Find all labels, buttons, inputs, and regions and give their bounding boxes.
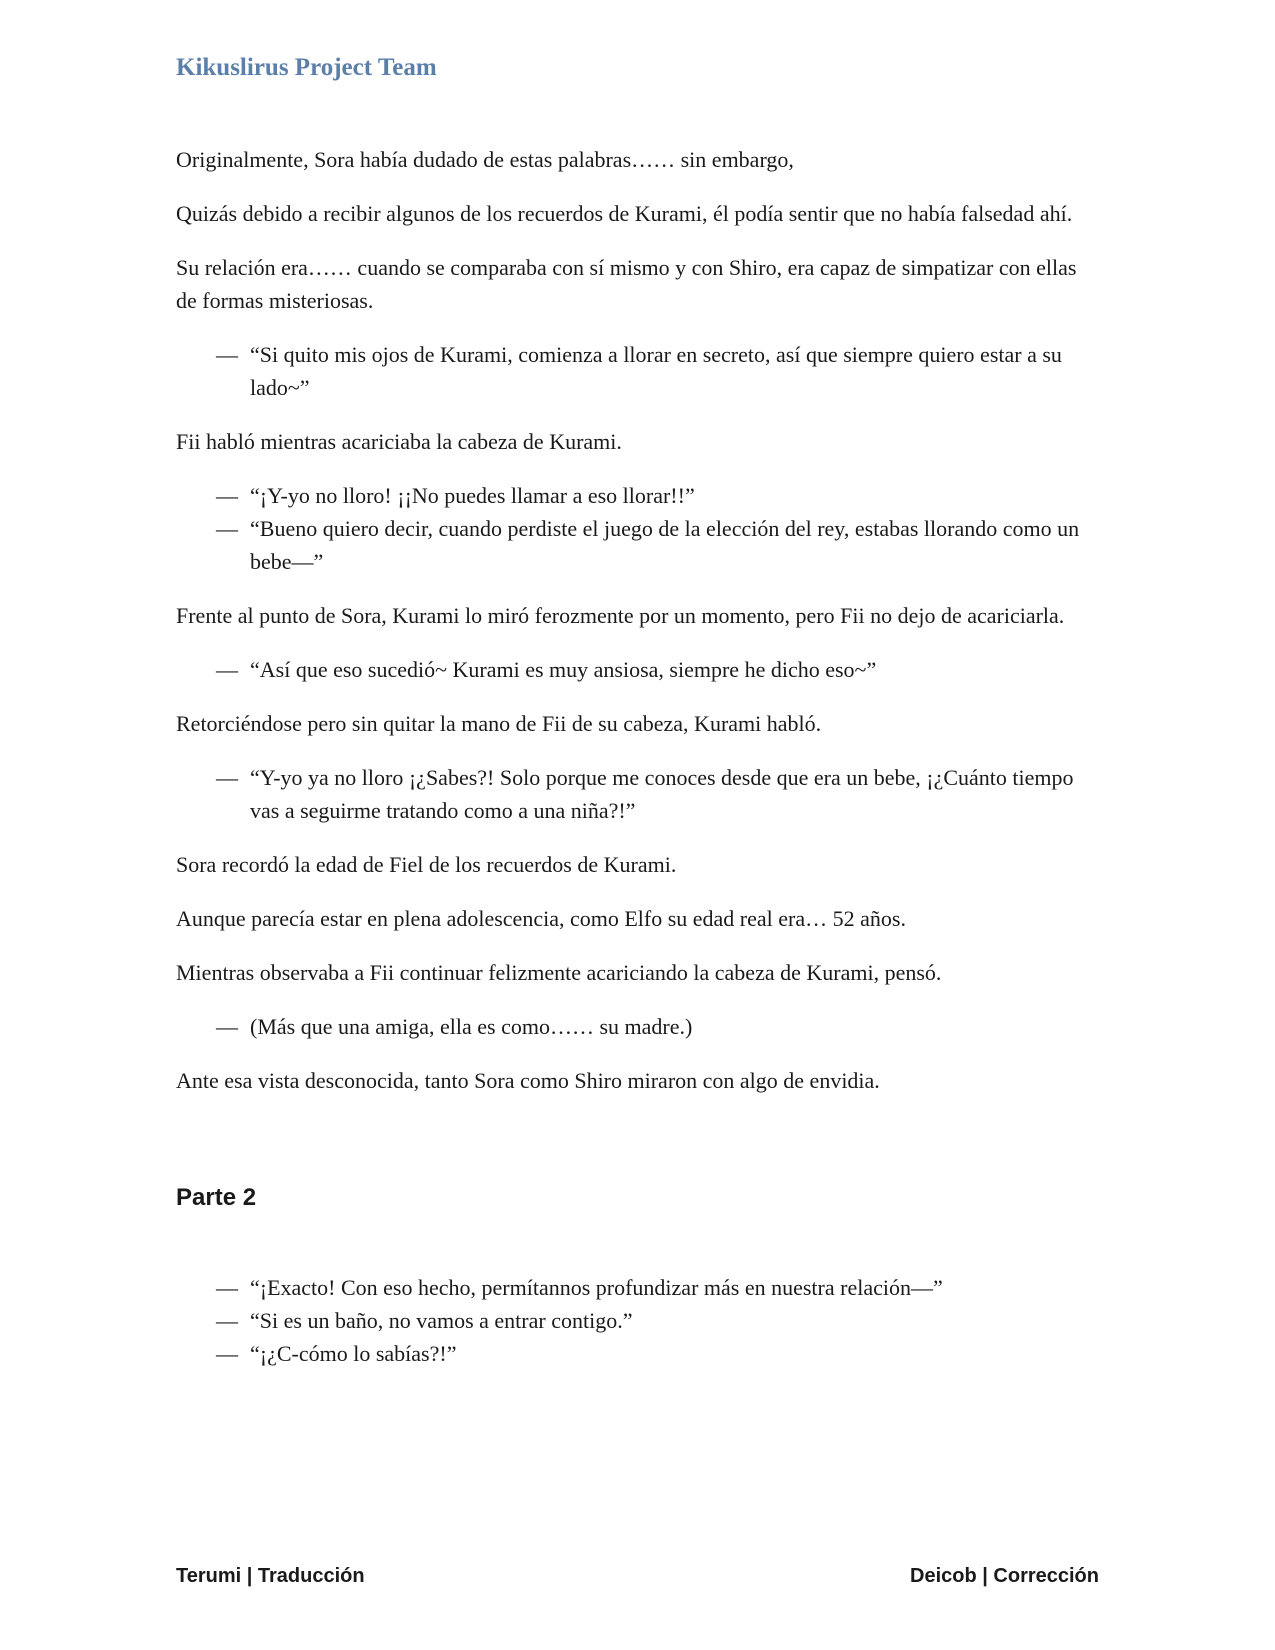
dialogue-line <box>176 761 1096 827</box>
paragraph: Quizás debido a recibir algunos de los recuerdos de Kurami, él podía sentir que no había falsedad ahí. <box>176 201 1073 226</box>
dash-marker: — <box>216 1308 238 1333</box>
paragraph: Mientras observaba a Fii continuar felizmente acariciando la cabeza de Kurami, pensó. <box>176 960 942 985</box>
dialogue-text: “¡Y-yo no lloro! ¡¡No puedes llamar a eso llorar!!” <box>250 483 695 508</box>
paragraph: Originalmente, Sora había dudado de estas palabras…… sin embargo, <box>176 147 794 172</box>
dialogue-text: “¡¿C-cómo lo sabías?!” <box>250 1341 457 1366</box>
dialogue-text: “Bueno quiero decir, cuando perdiste el juego de la elección del rey, estabas llorando como un bebe—” <box>250 516 1080 574</box>
document-body <box>176 143 1096 1391</box>
dialogue-text: “Y-yo ya no lloro ¡¿Sabes?! Solo porque me conoces desde que era un bebe, ¡¿Cuánto tiempo vas a seguirme tratando como a una niña?!” <box>250 765 1074 823</box>
dialogue-group <box>176 761 1096 827</box>
dialogue-text: “¡Exacto! Con eso hecho, permítannos profundizar más en nuestra relación—” <box>250 1275 943 1300</box>
dialogue-text: “Así que eso sucedió~ Kurami es muy ansiosa, siempre he dicho eso~” <box>250 657 877 682</box>
footer-correction-credit: Deicob | Corrección <box>910 1565 1099 1587</box>
dash-marker: — <box>216 516 238 541</box>
dash-marker: — <box>216 1275 238 1300</box>
header-title: Kikuslirus Project Team <box>176 54 437 81</box>
paragraph: Frente al punto de Sora, Kurami lo miró ferozmente por un momento, pero Fii no dejo de acariciarla. <box>176 603 1065 628</box>
section-heading: Parte 2 <box>176 1184 257 1211</box>
dialogue-line <box>176 653 1096 686</box>
paragraph: Retorciéndose pero sin quitar la mano de Fii de su cabeza, Kurami habló. <box>176 711 822 736</box>
dash-marker: — <box>216 483 238 508</box>
dash-marker: — <box>216 1341 238 1366</box>
dialogue-text: (Más que una amiga, ella es como…… su madre.) <box>250 1014 693 1039</box>
dialogue-line <box>176 512 1096 578</box>
paragraph: Ante esa vista desconocida, tanto Sora como Shiro miraron con algo de envidia. <box>176 1068 880 1093</box>
dialogue-group <box>176 338 1096 404</box>
dialogue-text: “Si quito mis ojos de Kurami, comienza a llorar en secreto, así que siempre quiero estar a su lado~” <box>250 342 1062 400</box>
dash-marker: — <box>216 765 238 790</box>
dialogue-line <box>176 1010 1096 1043</box>
dash-marker: — <box>216 342 238 367</box>
dialogue-group <box>176 479 1096 578</box>
dialogue-line <box>176 338 1096 404</box>
dialogue-group <box>176 1010 1096 1043</box>
paragraph: Su relación era…… cuando se comparaba con sí mismo y con Shiro, era capaz de simpatizar con ellas de formas misteriosas. <box>176 255 1077 313</box>
paragraph: Sora recordó la edad de Fiel de los recuerdos de Kurami. <box>176 852 677 877</box>
dash-marker: — <box>216 657 238 682</box>
dialogue-group <box>176 1271 1096 1370</box>
footer-translation-credit: Terumi | Traducción <box>176 1565 365 1587</box>
dialogue-group <box>176 653 1096 686</box>
dialogue-line <box>176 1304 1096 1337</box>
dialogue-text: “Si es un baño, no vamos a entrar contigo.” <box>250 1308 633 1333</box>
dialogue-line <box>176 479 1096 512</box>
dialogue-line <box>176 1337 1096 1370</box>
paragraph: Aunque parecía estar en plena adolescencia, como Elfo su edad real era… 52 años. <box>176 906 906 931</box>
paragraph: Fii habló mientras acariciaba la cabeza de Kurami. <box>176 429 622 454</box>
dash-marker: — <box>216 1014 238 1039</box>
dialogue-line <box>176 1271 1096 1304</box>
